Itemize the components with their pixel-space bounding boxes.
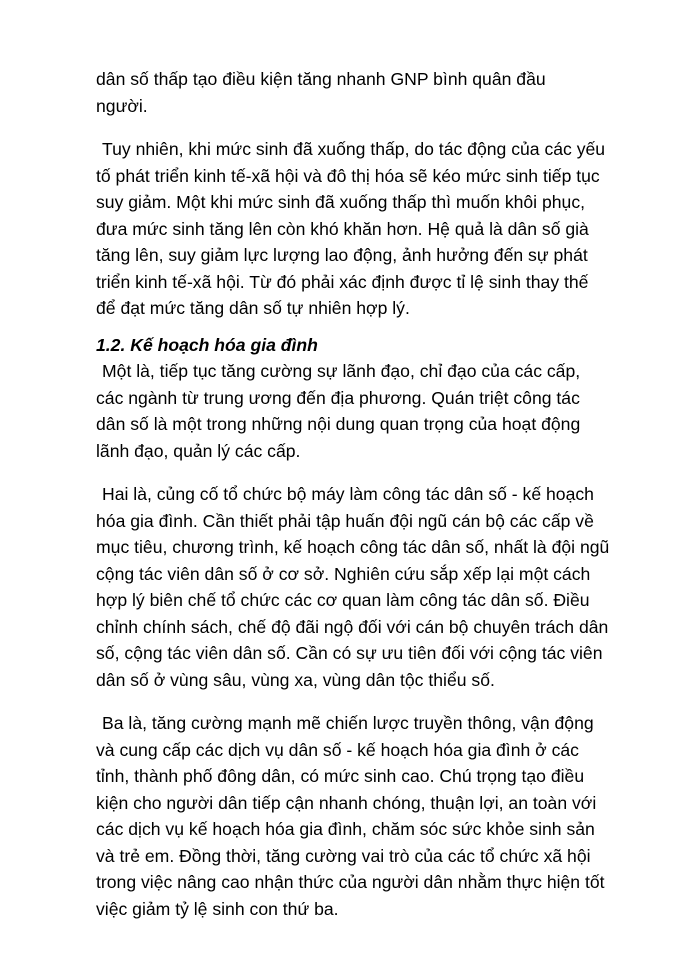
text-line: các ngành từ trung ương đến địa phương. Quán triệt công tác: [96, 387, 580, 408]
text-line: hóa gia đình. Cần thiết phải tập huấn đội ngũ cán bộ các cấp về: [96, 510, 594, 531]
section-heading: 1.2. Kế hoạch hóa gia đình: [96, 334, 318, 355]
text-line: tỉnh, thành phố đông dân, có mức sinh cao. Chú trọng tạo điều: [96, 766, 585, 786]
text-line: dân số là một trong những nội dung quan trọng của hoạt động: [96, 414, 581, 434]
text-line: lãnh đạo, quản lý các cấp.: [96, 440, 301, 461]
text-line: Ba là, tăng cường mạnh mẽ chiến lược truyền thông, vận động: [102, 713, 594, 733]
text-line: Hai là, củng cố tổ chức bộ máy làm công tác dân số - kế hoạch: [102, 484, 594, 504]
text-line: dân số ở vùng sâu, vùng xa, vùng dân tộc thiểu số.: [96, 669, 495, 690]
text-line: các dịch vụ kế hoạch hóa gia đình, chăm sóc sức khỏe sinh sản: [96, 819, 595, 839]
paragraph-second-measure: [96, 481, 640, 693]
document-page: [96, 66, 640, 922]
text-line: triển kinh tế-xã hội. Từ đó phải xác định được tỉ lệ sinh thay thế: [96, 271, 589, 292]
text-line: mục tiêu, chương trình, kế hoạch công tác dân số, nhất là đội ngũ: [96, 537, 610, 557]
text-line: hợp lý biên chế tổ chức các cơ quan làm công tác dân số. Điều: [96, 590, 590, 610]
text-line: đưa mức sinh tăng lên còn khó khăn hơn. Hệ quả là dân số già: [96, 218, 589, 239]
text-line: chỉnh chính sách, chế độ đãi ngộ đối với cán bộ chuyên trách dân: [96, 616, 609, 637]
text-line: dân số thấp tạo điều kiện tăng nhanh GNP bình quân đầu: [96, 69, 546, 89]
paragraph-birth-rate: [96, 136, 640, 322]
text-line: việc giảm tỷ lệ sinh con thứ ba.: [96, 898, 339, 919]
text-line: Một là, tiếp tục tăng cường sự lãnh đạo, chỉ đạo của các cấp,: [102, 361, 581, 381]
text-line: để đạt mức tăng dân số tự nhiên hợp lý.: [96, 298, 410, 318]
paragraph-intro: [96, 66, 640, 119]
text-line: tố phát triển kinh tế-xã hội và đô thị hóa sẽ kéo mức sinh tiếp tục: [96, 165, 600, 186]
text-line: và cung cấp các dịch vụ dân số - kế hoạch hóa gia đình ở các: [96, 739, 579, 760]
text-line: người.: [96, 95, 148, 116]
paragraph-third-measure: [96, 710, 640, 922]
text-line: cộng tác viên dân số ở cơ sở. Nghiên cứu sắp xếp lại một cách: [96, 563, 591, 584]
text-line: và trẻ em. Đồng thời, tăng cường vai trò của các tổ chức xã hội: [96, 845, 591, 866]
paragraph-first-measure: [96, 358, 640, 464]
text-line: kiện cho người dân tiếp cận nhanh chóng, thuận lợi, an toàn với: [96, 792, 597, 813]
text-line: số, cộng tác viên dân số. Cần có sự ưu tiên đối với cộng tác viên: [96, 643, 603, 663]
text-line: tăng lên, suy giảm lực lượng lao động, ảnh hưởng đến sự phát: [96, 245, 588, 265]
text-line: Tuy nhiên, khi mức sinh đã xuống thấp, do tác động của các yếu: [102, 139, 606, 159]
text-line: suy giảm. Một khi mức sinh đã xuống thấp thì muốn khôi phục,: [96, 192, 586, 212]
text-line: trong việc nâng cao nhận thức của người dân nhằm thực hiện tốt: [96, 872, 605, 892]
